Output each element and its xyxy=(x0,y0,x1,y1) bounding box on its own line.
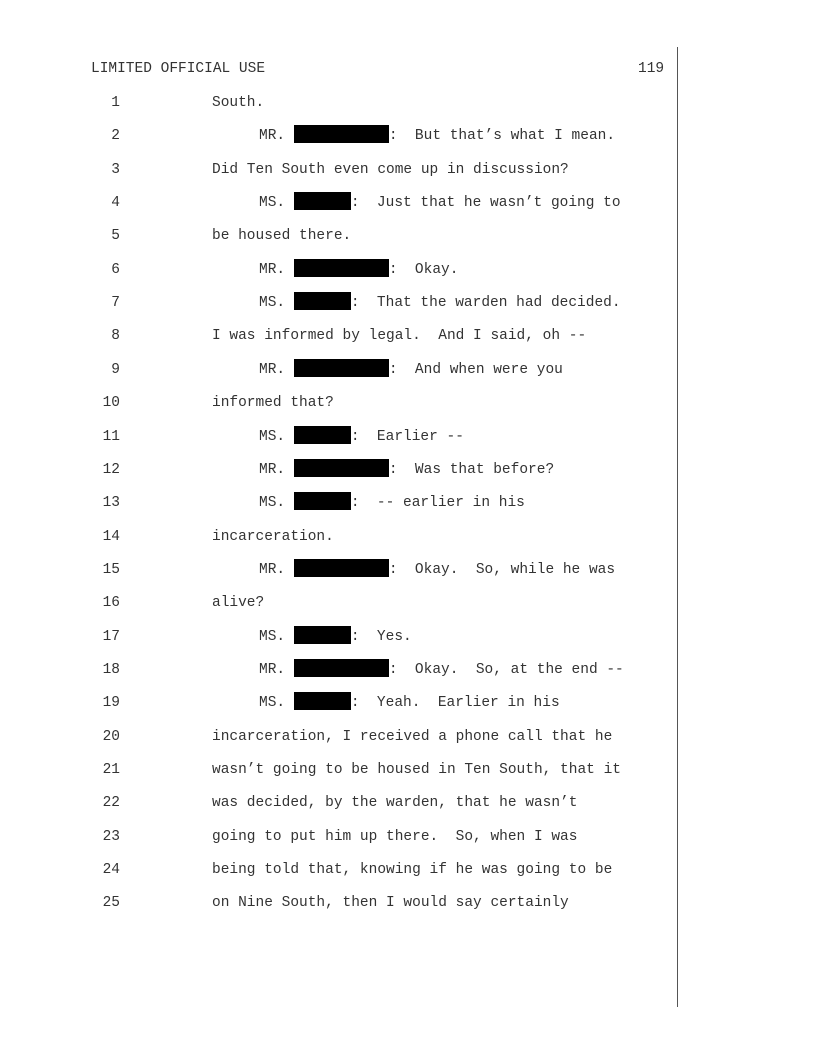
speaker-label: MR. xyxy=(259,661,294,678)
speech-text: : But that’s what I mean. xyxy=(388,128,616,145)
line-text: going to put him up there. So, when I was xyxy=(212,828,578,845)
speech-text: : -- earlier in his xyxy=(350,495,525,512)
speech-text: : And when were you xyxy=(388,361,563,378)
line-text xyxy=(259,125,615,147)
line-text: incarceration. xyxy=(212,528,334,545)
line-number: 8 xyxy=(111,328,120,345)
speech-text: : Earlier -- xyxy=(350,428,464,445)
line-number: 16 xyxy=(102,595,120,612)
line-number: 25 xyxy=(102,895,120,912)
line-text: was decided, by the warden, that he wasn’t xyxy=(212,795,578,812)
speech-text: : Just that he wasn’t going to xyxy=(350,195,621,212)
line-number: 10 xyxy=(102,395,120,412)
line-number: 17 xyxy=(102,628,120,645)
transcript-line xyxy=(0,826,816,848)
line-text: South. xyxy=(212,95,265,111)
speaker-label: MR. xyxy=(259,361,294,378)
redaction-box xyxy=(294,692,351,710)
transcript-line xyxy=(0,225,816,247)
line-number: 15 xyxy=(102,561,120,578)
speaker-label: MS. xyxy=(259,495,294,512)
redaction-box xyxy=(294,192,351,210)
line-text: be housed there. xyxy=(212,228,352,245)
line-number: 9 xyxy=(111,361,120,378)
line-text xyxy=(259,692,560,714)
transcript-line xyxy=(0,192,816,214)
line-number: 14 xyxy=(102,528,120,545)
redaction-box xyxy=(294,659,389,677)
transcript-line xyxy=(0,759,816,781)
line-number: 20 xyxy=(102,728,120,745)
line-text: incarceration, I received a phone call that he xyxy=(212,728,613,745)
line-number: 5 xyxy=(111,228,120,245)
speech-text: : Okay. So, while he was xyxy=(388,561,616,578)
line-text: I was informed by legal. And I said, oh -- xyxy=(212,328,587,345)
transcript-line xyxy=(0,559,816,581)
speech-text: : Yes. xyxy=(350,628,412,645)
speech-text: : Yeah. Earlier in his xyxy=(350,695,560,712)
line-text: wasn’t going to be housed in Ten South, that it xyxy=(212,762,621,778)
line-number: 11 xyxy=(102,428,120,445)
redaction-box xyxy=(294,125,389,143)
speaker-label: MS. xyxy=(259,295,294,312)
speaker-label: MS. xyxy=(259,195,294,212)
speaker-label: MS. xyxy=(259,695,294,712)
line-text xyxy=(259,626,412,648)
speech-text: : Was that before? xyxy=(388,461,555,478)
line-text: on Nine South, then I would say certainly xyxy=(212,895,569,912)
line-text: informed that? xyxy=(212,395,334,412)
speaker-label: MS. xyxy=(259,428,294,445)
line-number: 13 xyxy=(102,495,120,512)
transcript-line xyxy=(0,492,816,514)
line-text xyxy=(259,359,563,381)
speaker-label: MR. xyxy=(259,261,294,278)
line-text xyxy=(259,492,525,514)
redaction-box xyxy=(294,426,351,444)
transcript-line xyxy=(0,526,816,548)
speaker-label: MR. xyxy=(259,561,294,578)
line-number: 23 xyxy=(102,828,120,845)
line-text xyxy=(259,559,615,581)
line-text: Did Ten South even come up in discussion? xyxy=(212,161,569,178)
transcript-line xyxy=(0,426,816,448)
redaction-box xyxy=(294,492,351,510)
line-number: 22 xyxy=(102,795,120,812)
line-number: 21 xyxy=(102,762,120,778)
speech-text: : Okay. So, at the end -- xyxy=(388,661,624,678)
line-text xyxy=(259,426,464,448)
line-number: 1 xyxy=(111,95,120,111)
transcript-line xyxy=(0,325,816,347)
line-text xyxy=(259,192,621,214)
line-number: 2 xyxy=(111,128,120,145)
speaker-label: MS. xyxy=(259,628,294,645)
transcript-line xyxy=(0,159,816,181)
line-number: 4 xyxy=(111,195,120,212)
redaction-box xyxy=(294,292,351,310)
line-number: 12 xyxy=(102,461,120,478)
transcript-line xyxy=(0,726,816,748)
transcript-line xyxy=(0,592,816,614)
transcript-line xyxy=(0,392,816,414)
transcript-line xyxy=(0,659,816,681)
line-number: 7 xyxy=(111,295,120,312)
line-text: alive? xyxy=(212,595,265,612)
line-text: being told that, knowing if he was going to be xyxy=(212,862,613,879)
speech-text: : Okay. xyxy=(388,261,459,278)
line-number: 19 xyxy=(102,695,120,712)
transcript-line xyxy=(0,259,816,281)
redaction-box xyxy=(294,559,389,577)
classification-header: LIMITED OFFICIAL USE xyxy=(91,61,266,77)
redaction-box xyxy=(294,459,389,477)
speaker-label: MR. xyxy=(259,461,294,478)
transcript-line xyxy=(0,792,816,814)
transcript-line xyxy=(0,292,816,314)
line-text xyxy=(259,659,624,681)
transcript-line xyxy=(0,692,816,714)
transcript-line xyxy=(0,626,816,648)
line-text xyxy=(259,459,554,481)
transcript-line xyxy=(0,125,816,147)
transcript-line xyxy=(0,459,816,481)
transcript-line xyxy=(0,92,816,114)
line-number: 6 xyxy=(111,261,120,278)
speech-text: : That the warden had decided. xyxy=(350,295,621,312)
speaker-label: MR. xyxy=(259,128,294,145)
redaction-box xyxy=(294,259,389,277)
transcript-line xyxy=(0,359,816,381)
redaction-box xyxy=(294,626,351,644)
line-number: 18 xyxy=(102,661,120,678)
line-text xyxy=(259,292,621,314)
redaction-box xyxy=(294,359,389,377)
line-number: 3 xyxy=(111,161,120,178)
page-number: 119 xyxy=(638,61,665,77)
transcript-line xyxy=(0,859,816,881)
line-number: 24 xyxy=(102,862,120,879)
line-text xyxy=(259,259,458,281)
transcript-line xyxy=(0,892,816,914)
